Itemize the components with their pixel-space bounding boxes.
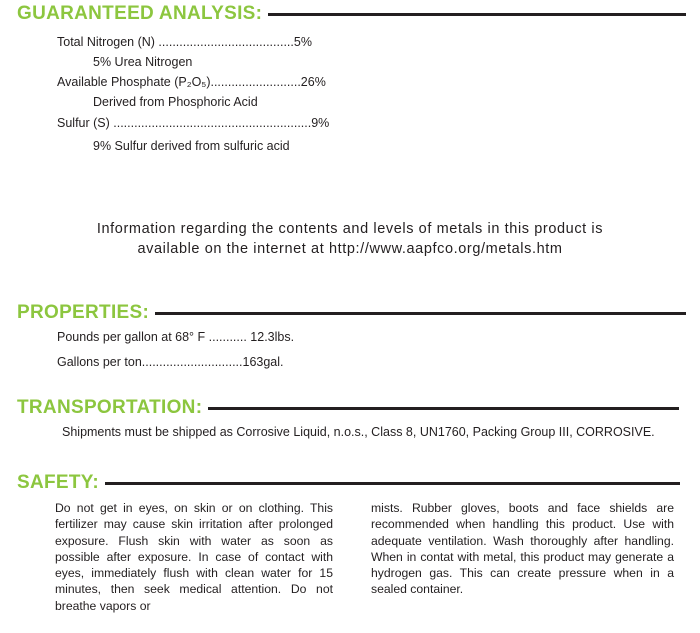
heading-rule: [208, 407, 679, 410]
analysis-line-phosphate-source: Derived from Phosphoric Acid: [93, 95, 258, 109]
guaranteed-analysis-heading: [17, 3, 686, 25]
metals-notice-line-1: Information regarding the contents and levels of metals in this product is: [96, 221, 604, 237]
analysis-line-sulfur: Sulfur (S) .........................................................9%: [57, 116, 330, 130]
heading-rule: [105, 482, 680, 485]
property-pounds-per-gallon: Pounds per gallon at 68° F ........... 12.3lbs.: [57, 330, 295, 344]
safety-column-left: Do not get in eyes, on skin or on clothing. This fertilizer may cause skin irritation after prolonged exposure. Flush skin with water as soon as possible after exposure. In case of contact with eyes, immediately flush with clean water for 15 minutes, then seek medical attention. Do not breathe vapors or: [55, 501, 333, 613]
safety-heading: [17, 472, 680, 494]
section-title: GUARANTEED ANALYSIS:: [17, 3, 263, 24]
analysis-line-sulfur-source: 9% Sulfur derived from sulfuric acid: [93, 139, 290, 153]
section-title: PROPERTIES:: [17, 302, 150, 323]
analysis-line-phosphate: Available Phosphate (P₂O₅)..........................26%: [57, 75, 326, 89]
safety-column-right: mists. Rubber gloves, boots and face shields are recommended when handling this product. Use with adequate ventilation. Wash thoroughly after handling. When in contat with metal, this product may generate a hydrogen gas. This can create pressure when in a sealed container.: [371, 501, 674, 597]
transportation-text: Shipments must be shipped as Corrosive Liquid, n.o.s., Class 8, UN1760, Packing Group III, CORROSIVE.: [62, 425, 655, 439]
property-gallons-per-ton: Gallons per ton.............................163gal.: [57, 355, 284, 369]
section-title: TRANSPORTATION:: [17, 397, 203, 418]
properties-heading: [17, 302, 686, 324]
section-title: SAFETY:: [17, 472, 99, 493]
analysis-line-total-nitrogen: Total Nitrogen (N) .......................................5%: [57, 35, 312, 49]
heading-rule: [268, 13, 686, 16]
metals-notice-line-2: available on the internet at http://www.aapfco.org/metals.htm: [137, 241, 563, 257]
transportation-heading: [17, 397, 679, 419]
heading-rule: [155, 312, 686, 315]
analysis-line-urea-nitrogen: 5% Urea Nitrogen: [93, 55, 193, 69]
metals-notice: [0, 219, 700, 259]
